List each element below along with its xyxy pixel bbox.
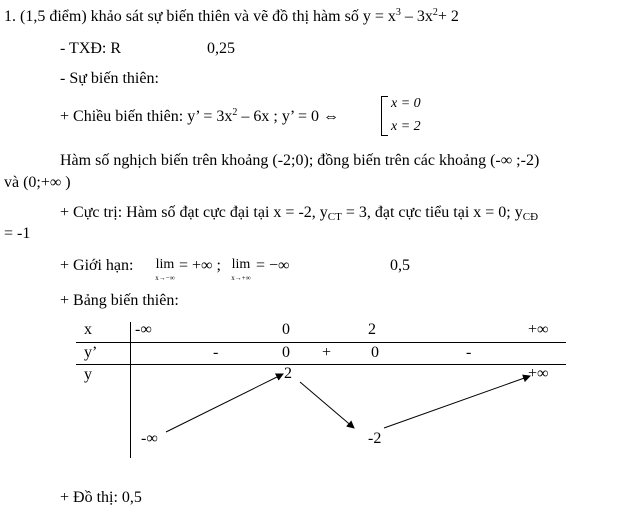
variation-title: - Sự biến thiên: bbox=[60, 70, 159, 87]
graph-line: + Đồ thị: 0,5 bbox=[60, 489, 142, 506]
domain-label: - TXĐ: R bbox=[60, 40, 122, 57]
y-bottom-minus-2: -2 bbox=[368, 430, 382, 447]
row-yprime-label: y’ bbox=[84, 344, 98, 361]
sign-minus-1: - bbox=[213, 344, 219, 361]
monotonic-line-1: Hàm số nghịch biến trên khoảng (-2;0); đồng biến trên các khoảng (-∞ ;-2) bbox=[60, 152, 540, 169]
x-plus-inf: +∞ bbox=[528, 321, 549, 338]
limit-minus-inf: lim x→−∞ bbox=[155, 257, 175, 282]
zero-at-2: 0 bbox=[371, 344, 379, 361]
arrow-increase-2 bbox=[384, 376, 530, 428]
x-value-0: 0 bbox=[282, 321, 290, 338]
limit-value-1: = +∞ ; bbox=[179, 257, 221, 274]
direction-line: + Chiều biến thiên: y’ = $3x^2 - 6x$ ; y’ = 0 ⇔ bbox=[60, 107, 339, 125]
y-bottom-minus-inf: -∞ bbox=[141, 430, 158, 447]
limit-value-2: = −∞ bbox=[256, 257, 290, 274]
limits-score: 0,5 bbox=[390, 257, 410, 274]
extrema-line: + Cực trị: Hàm số đạt cực đại tại x = -2, $y_{CT} = 3$, đạt cực tiểu tại x = 0; $y_{CĐ}$ bbox=[60, 204, 539, 223]
sign-minus-2: - bbox=[466, 344, 472, 361]
limit-plus-inf: lim x→+∞ bbox=[231, 257, 251, 282]
x-minus-inf: -∞ bbox=[135, 321, 152, 338]
x-value-2: 2 bbox=[368, 321, 376, 338]
zero-at-0: 0 bbox=[282, 344, 290, 361]
limits-label: + Giới hạn: bbox=[60, 257, 134, 274]
y-top-plus-inf: +∞ bbox=[528, 365, 549, 382]
sign-plus: + bbox=[322, 344, 332, 361]
problem-heading: 1. (1,5 điểm) khảo sát sự biến thiên và vẽ đồ thị hàm số $y = x^3 - 3x^2+ 2$ bbox=[4, 7, 459, 25]
row-y-label: y bbox=[84, 366, 92, 383]
arrow-increase-1 bbox=[166, 374, 283, 432]
domain-score: 0,25 bbox=[207, 40, 235, 57]
y-top-2: 2 bbox=[284, 365, 292, 382]
extrema-line-2: = -1 bbox=[4, 225, 31, 242]
monotonic-line-2: và (0;+∞ ) bbox=[4, 174, 71, 191]
case-x-2: x = 2 bbox=[391, 119, 421, 134]
row-x-label: x bbox=[84, 321, 92, 338]
case-x-0: x = 0 bbox=[391, 96, 421, 111]
table-title: + Bảng biến thiên: bbox=[60, 292, 179, 309]
arrow-decrease bbox=[300, 382, 354, 428]
